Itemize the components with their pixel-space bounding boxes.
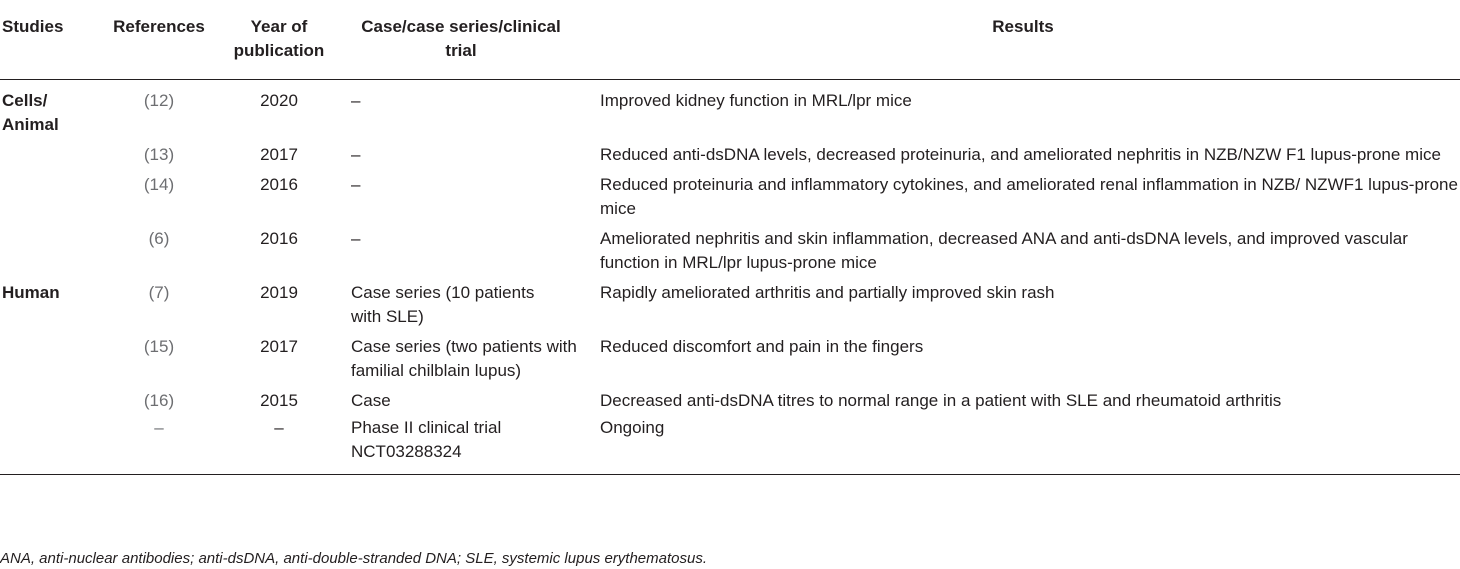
reference-cell: (14) xyxy=(143,175,175,194)
group-label-empty xyxy=(0,416,96,475)
group-label-text: Cells/ Animal xyxy=(2,91,59,134)
results-cell: Ameliorated nephritis and skin inflammation, decreased ANA and anti-dsDNA levels, and improved vascular function in MRL/lpr lupus-prone mice xyxy=(600,229,1408,272)
group-label-empty xyxy=(0,224,96,278)
table-row xyxy=(0,278,1460,332)
case-cell xyxy=(336,416,586,475)
group-label-empty xyxy=(0,386,96,416)
year-cell: 2017 xyxy=(260,337,298,356)
table-row xyxy=(0,416,1460,475)
case-cell xyxy=(336,278,586,332)
case-cell: Case xyxy=(351,391,391,410)
reference-cell: (7) xyxy=(148,283,170,302)
header-references: References xyxy=(96,0,222,80)
group-label-empty xyxy=(0,332,96,386)
case-cell xyxy=(336,332,586,386)
results-cell: Improved kidney function in MRL/lpr mice xyxy=(600,91,912,110)
group-label-human: Human xyxy=(2,283,60,302)
results-cell: Ongoing xyxy=(586,416,1460,475)
table-row xyxy=(0,224,1460,278)
results-cell: Reduced discomfort and pain in the fingers xyxy=(600,337,924,356)
reference-cell: (16) xyxy=(143,391,175,410)
year-cell: – xyxy=(222,416,336,475)
header-row xyxy=(0,0,1460,80)
case-cell: – xyxy=(351,229,361,248)
year-cell: 2019 xyxy=(260,283,298,302)
table-row xyxy=(0,170,1460,224)
year-cell: 2016 xyxy=(260,229,298,248)
results-cell: Reduced anti-dsDNA levels, decreased proteinuria, and ameliorated nephritis in NZB/NZW F1 lupus-prone mice xyxy=(600,145,1441,164)
reference-cell: – xyxy=(96,416,222,475)
year-cell: 2016 xyxy=(260,175,298,194)
year-cell: 2017 xyxy=(260,145,298,164)
case-text: Case series (10 patients with SLE) xyxy=(351,283,535,326)
group-label-empty xyxy=(0,140,96,170)
header-case xyxy=(336,0,586,80)
header-year xyxy=(222,0,336,80)
case-cell: – xyxy=(351,91,361,110)
case-cell: – xyxy=(351,175,361,194)
case-cell: – xyxy=(351,145,361,164)
table-row xyxy=(0,140,1460,170)
case-text: Phase II clinical trial NCT03288324 xyxy=(351,418,502,461)
year-cell: 2020 xyxy=(260,91,298,110)
header-year-text: Year of publication xyxy=(233,17,325,60)
reference-cell: (12) xyxy=(143,91,175,110)
results-cell: Reduced proteinuria and inflammatory cytokines, and ameliorated renal inflammation in NZB/ NZWF1 lupus-prone mice xyxy=(600,175,1458,218)
table-row xyxy=(0,80,1460,141)
table-row xyxy=(0,386,1460,416)
results-cell: Decreased anti-dsDNA titres to normal range in a patient with SLE and rheumatoid arthritis xyxy=(600,391,1282,410)
reference-cell: (15) xyxy=(143,337,175,356)
table-footnote: ANA, anti-nuclear antibodies; anti-dsDNA, anti-double-stranded DNA; SLE, systemic lupus erythematosus. xyxy=(0,550,707,567)
reference-cell: (6) xyxy=(148,229,170,248)
table-row xyxy=(0,332,1460,386)
group-label-cells-animal xyxy=(0,80,96,141)
header-studies: Studies xyxy=(0,0,96,80)
reference-cell: (13) xyxy=(143,145,175,164)
header-case-text: Case/case series/clinical trial xyxy=(361,17,561,60)
year-cell: 2015 xyxy=(260,391,298,410)
group-label-empty xyxy=(0,170,96,224)
case-text: Case series (two patients with familial chilblain lupus) xyxy=(351,337,577,380)
header-results: Results xyxy=(586,0,1460,80)
results-cell: Rapidly ameliorated arthritis and partially improved skin rash xyxy=(600,283,1055,302)
